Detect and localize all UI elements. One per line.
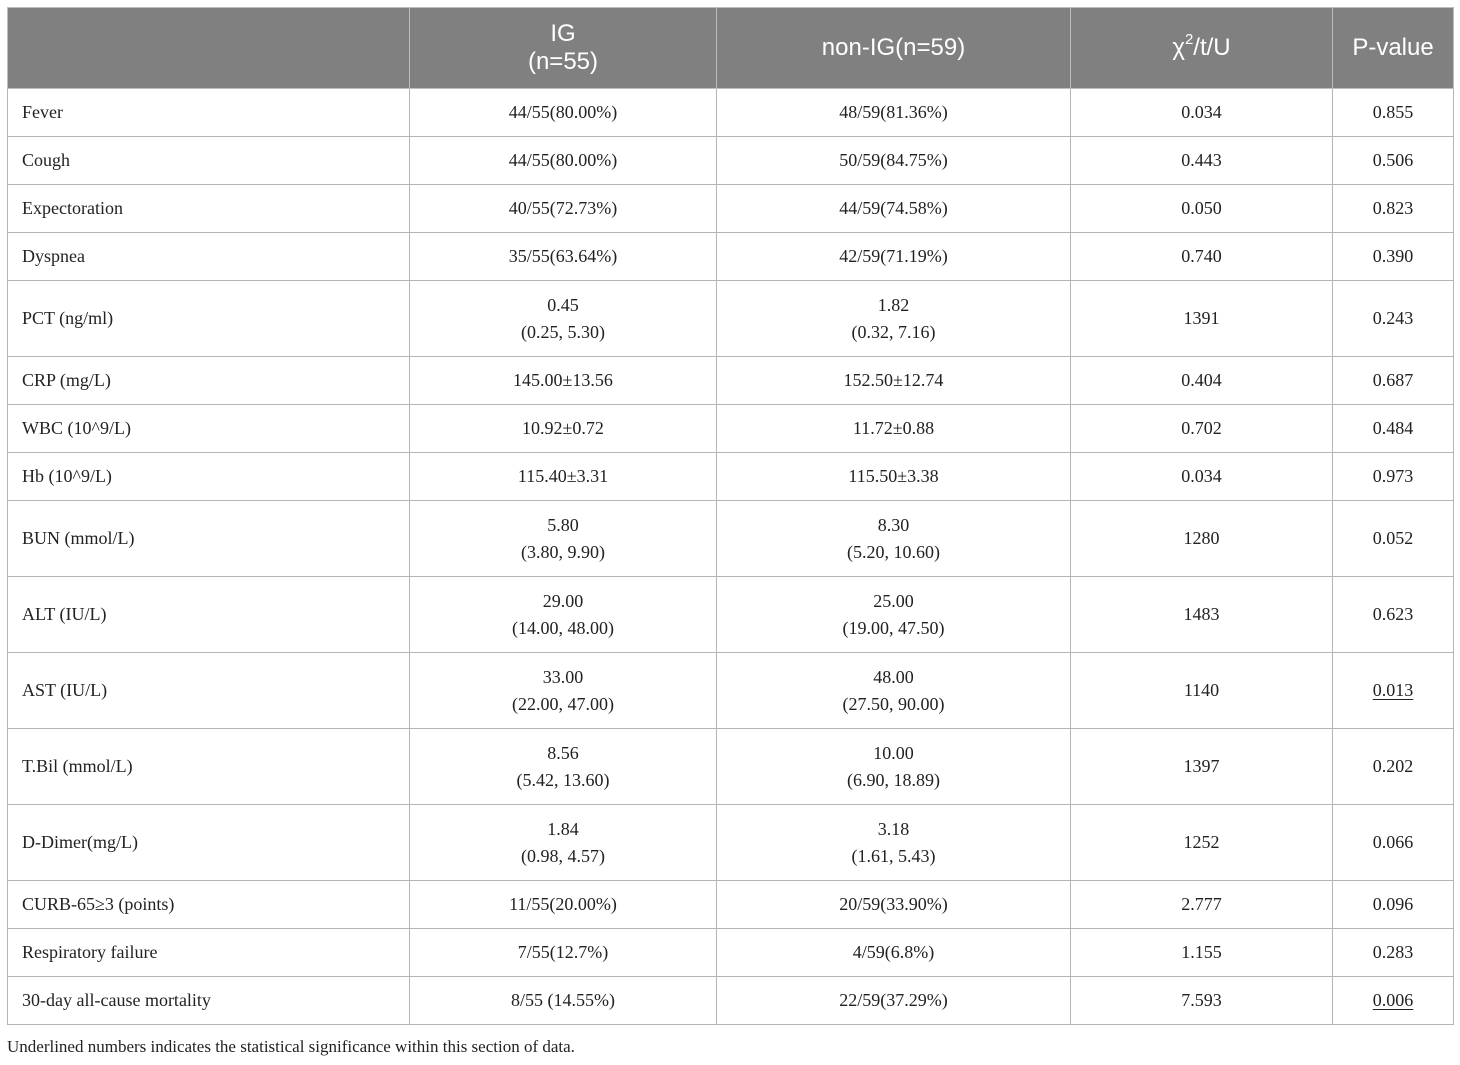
value-main: 29.00 [542, 590, 584, 611]
row-label: Cough [8, 137, 410, 185]
header-cell-p-value: P-value [1333, 8, 1454, 89]
value-main: 11/55(20.00%) [509, 894, 617, 914]
cell-p-value [1333, 453, 1454, 501]
cell-non-ig-value [717, 729, 1071, 805]
table-header [8, 8, 1454, 89]
p-value: 0.066 [1372, 832, 1414, 852]
p-value: 0.855 [1372, 102, 1414, 122]
cell-non-ig-value [717, 577, 1071, 653]
table-row [8, 185, 1454, 233]
cell-statistic: 0.702 [1071, 405, 1333, 453]
cell-non-ig-value [717, 233, 1071, 281]
row-label: PCT (ng/ml) [8, 281, 410, 357]
cell-statistic: 1280 [1071, 501, 1333, 577]
cell-p-value [1333, 977, 1454, 1025]
value-main: 48/59(81.36%) [839, 102, 948, 122]
table-row [8, 653, 1454, 729]
header-ig-count: (n=55) [527, 48, 599, 75]
cell-ig-value [410, 185, 717, 233]
cell-non-ig-value [717, 89, 1071, 137]
value-range: (22.00, 47.00) [512, 693, 614, 714]
p-value: 0.506 [1372, 150, 1414, 170]
header-stat-prefix: χ [1172, 34, 1185, 61]
p-value: 0.390 [1372, 246, 1414, 266]
cell-ig-value [410, 977, 717, 1025]
value-main: 50/59(84.75%) [839, 150, 948, 170]
row-label: BUN (mmol/L) [8, 501, 410, 577]
value-main: 48.00 [873, 666, 914, 687]
table-row [8, 501, 1454, 577]
table-row [8, 357, 1454, 405]
cell-p-value [1333, 881, 1454, 929]
p-value: 0.202 [1372, 756, 1414, 776]
value-main: 42/59(71.19%) [839, 246, 948, 266]
cell-statistic: 0.740 [1071, 233, 1333, 281]
value-main: 11.72±0.88 [852, 418, 935, 438]
header-cell-ig [410, 8, 717, 89]
cell-non-ig-value [717, 405, 1071, 453]
cell-non-ig-value [717, 281, 1071, 357]
data-table-container [7, 7, 1453, 1025]
value-main: 1.82 [877, 294, 910, 315]
header-cell-non-ig: non-IG(n=59) [717, 8, 1071, 89]
cell-p-value [1333, 281, 1454, 357]
cell-p-value [1333, 89, 1454, 137]
row-label: ALT (IU/L) [8, 577, 410, 653]
table-row [8, 233, 1454, 281]
value-range: (0.98, 4.57) [521, 845, 605, 866]
cell-p-value [1333, 185, 1454, 233]
row-label: Expectoration [8, 185, 410, 233]
table-body [8, 89, 1454, 1025]
cell-ig-value [410, 577, 717, 653]
p-value: 0.687 [1372, 370, 1414, 390]
cell-statistic: 1397 [1071, 729, 1333, 805]
value-main: 10.00 [873, 742, 914, 763]
table-row [8, 881, 1454, 929]
row-label: Fever [8, 89, 410, 137]
row-label: Respiratory failure [8, 929, 410, 977]
value-main: 0.45 [547, 294, 579, 315]
cell-ig-value [410, 137, 717, 185]
table-row [8, 137, 1454, 185]
value-main: 44/59(74.58%) [839, 198, 948, 218]
cell-ig-value [410, 653, 717, 729]
table-row [8, 281, 1454, 357]
value-main: 8.56 [547, 742, 579, 763]
value-range: (19.00, 47.50) [842, 617, 945, 638]
cell-p-value [1333, 653, 1454, 729]
row-label: T.Bil (mmol/L) [8, 729, 410, 805]
header-ig-label: IG [550, 20, 576, 47]
cell-ig-value [410, 453, 717, 501]
cell-p-value [1333, 233, 1454, 281]
value-range: (1.61, 5.43) [851, 845, 936, 866]
value-main: 44/55(80.00%) [508, 102, 618, 122]
cell-ig-value [410, 501, 717, 577]
cell-statistic: 1391 [1071, 281, 1333, 357]
cell-statistic: 2.777 [1071, 881, 1333, 929]
row-label: CRP (mg/L) [8, 357, 410, 405]
p-value: 0.973 [1372, 466, 1414, 486]
cell-statistic: 1483 [1071, 577, 1333, 653]
header-stat-superscript: 2 [1184, 31, 1194, 48]
cell-non-ig-value [717, 653, 1071, 729]
value-range: (3.80, 9.90) [521, 541, 605, 562]
cell-statistic: 7.593 [1071, 977, 1333, 1025]
table-row [8, 453, 1454, 501]
cell-ig-value [410, 881, 717, 929]
row-label: 30-day all-cause mortality [8, 977, 410, 1025]
p-value-significant: 0.013 [1372, 680, 1414, 700]
p-value: 0.283 [1372, 942, 1414, 962]
value-main: 25.00 [873, 590, 914, 611]
cell-statistic: 0.034 [1071, 453, 1333, 501]
table-footnote: Underlined numbers indicates the statistical significance within this section of data. [7, 1037, 575, 1056]
cell-p-value [1333, 405, 1454, 453]
cell-statistic: 0.034 [1071, 89, 1333, 137]
cell-statistic: 1252 [1071, 805, 1333, 881]
value-main: 22/59(37.29%) [839, 990, 948, 1010]
value-range: (14.00, 48.00) [512, 617, 614, 638]
cell-p-value [1333, 577, 1454, 653]
table-row [8, 577, 1454, 653]
value-main: 1.84 [547, 818, 579, 839]
cell-non-ig-value [717, 137, 1071, 185]
value-main: 5.80 [547, 514, 579, 535]
header-cell-variable [8, 8, 410, 89]
cell-p-value [1333, 805, 1454, 881]
table-row [8, 405, 1454, 453]
value-main: 8.30 [877, 514, 910, 535]
cell-ig-value [410, 929, 717, 977]
value-main: 35/55(63.64%) [508, 246, 618, 266]
table-row [8, 805, 1454, 881]
cell-non-ig-value [717, 185, 1071, 233]
row-label: WBC (10^9/L) [8, 405, 410, 453]
value-main: 44/55(80.00%) [508, 150, 618, 170]
p-value: 0.823 [1372, 198, 1414, 218]
cell-non-ig-value [717, 977, 1071, 1025]
table-row [8, 929, 1454, 977]
cell-non-ig-value [717, 881, 1071, 929]
table-row [8, 977, 1454, 1025]
row-label: AST (IU/L) [8, 653, 410, 729]
table-row [8, 729, 1454, 805]
table-row [8, 89, 1454, 137]
cell-p-value [1333, 929, 1454, 977]
cell-statistic: 0.050 [1071, 185, 1333, 233]
cell-ig-value [410, 357, 717, 405]
value-main: 152.50±12.74 [843, 370, 944, 390]
cell-statistic: 1140 [1071, 653, 1333, 729]
data-table [7, 7, 1454, 1025]
cell-ig-value [410, 233, 717, 281]
value-range: (27.50, 90.00) [842, 693, 945, 714]
header-cell-statistic [1071, 8, 1333, 89]
value-main: 20/59(33.90%) [839, 894, 948, 914]
cell-p-value [1333, 357, 1454, 405]
cell-non-ig-value [717, 929, 1071, 977]
cell-statistic: 0.404 [1071, 357, 1333, 405]
cell-ig-value [410, 805, 717, 881]
p-value: 0.096 [1372, 894, 1414, 914]
cell-ig-value [410, 729, 717, 805]
row-label: Hb (10^9/L) [8, 453, 410, 501]
value-main: 3.18 [877, 818, 910, 839]
cell-ig-value [410, 89, 717, 137]
cell-non-ig-value [717, 501, 1071, 577]
cell-non-ig-value [717, 357, 1071, 405]
header-row [8, 8, 1454, 89]
cell-p-value [1333, 501, 1454, 577]
value-main: 115.50±3.38 [848, 466, 939, 486]
value-main: 33.00 [542, 666, 584, 687]
cell-ig-value [410, 405, 717, 453]
row-label: CURB-65≥3 (points) [8, 881, 410, 929]
value-main: 145.00±13.56 [513, 370, 613, 390]
header-stat-suffix: /t/U [1193, 34, 1231, 61]
row-label: Dyspnea [8, 233, 410, 281]
p-value: 0.052 [1372, 528, 1414, 548]
value-range: (5.20, 10.60) [847, 541, 940, 562]
value-main: 7/55(12.7%) [517, 942, 609, 962]
cell-statistic: 1.155 [1071, 929, 1333, 977]
value-main: 115.40±3.31 [517, 466, 609, 486]
value-range: (5.42, 13.60) [516, 769, 610, 790]
row-label: D-Dimer(mg/L) [8, 805, 410, 881]
p-value: 0.623 [1372, 604, 1414, 624]
cell-p-value [1333, 729, 1454, 805]
cell-non-ig-value [717, 453, 1071, 501]
cell-ig-value [410, 281, 717, 357]
cell-statistic: 0.443 [1071, 137, 1333, 185]
value-main: 40/55(72.73%) [508, 198, 618, 218]
cell-non-ig-value [717, 805, 1071, 881]
p-value-significant: 0.006 [1372, 990, 1414, 1010]
value-main: 10.92±0.72 [522, 418, 604, 438]
cell-p-value [1333, 137, 1454, 185]
value-range: (0.32, 7.16) [851, 321, 936, 342]
value-main: 4/59(6.8%) [852, 942, 935, 962]
p-value: 0.484 [1372, 418, 1414, 438]
p-value: 0.243 [1372, 308, 1414, 328]
value-range: (0.25, 5.30) [521, 321, 605, 342]
value-main: 8/55 (14.55%) [511, 990, 615, 1010]
value-range: (6.90, 18.89) [847, 769, 940, 790]
